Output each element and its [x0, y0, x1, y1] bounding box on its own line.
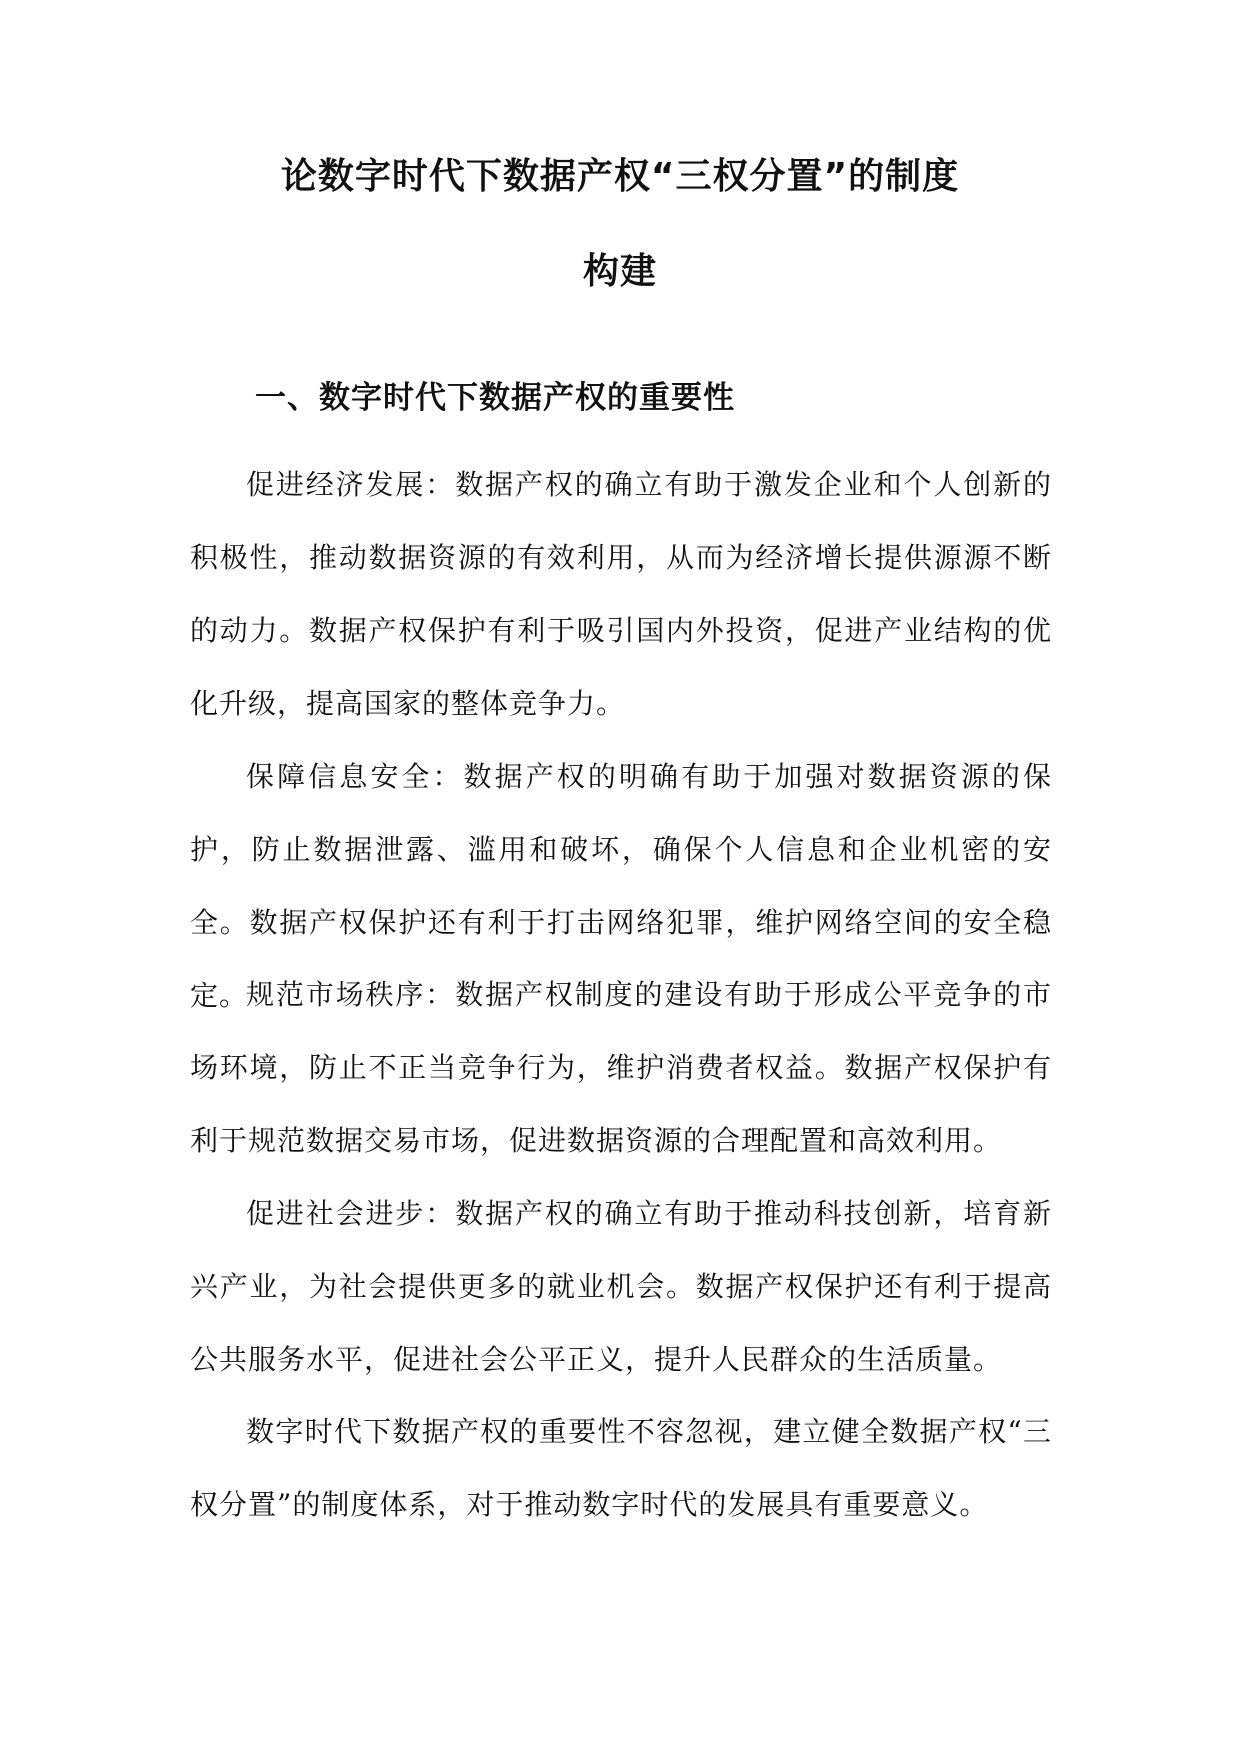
paragraph-information-security: 保障信息安全：数据产权的明确有助于加强对数据资源的保护，防止数据泄露、滥用和破坏，确保个人信息和企业机密的安全。数据产权保护还有利于打击网络犯罪，维护网络空间的安全稳定。 [190, 760, 1052, 1012]
section-heading: 一、数字时代下数据产权的重要性 [255, 380, 735, 416]
document-title-line-2: 构建 [582, 251, 657, 292]
paragraph-economic-development: 促进经济发展：数据产权的确立有助于激发企业和个人创新的积极性，推动数据资源的有效利用，从而为经济增长提供源源不断的动力。数据产权保护有利于吸引国内外投资，促进产业结构的优化升级，提高国家的整体竞争力。 [190, 468, 1052, 720]
document-title-line-1: 论数字时代下数据产权“三权分置”的制度 [280, 156, 960, 197]
paragraph-social-progress: 促进社会进步：数据产权的确立有助于推动科技创新，培育新兴产业，为社会提供更多的就业机会。数据产权保护还有利于提高公共服务水平，促进社会公平正义，提升人民群众的生活质量。 [190, 1197, 1052, 1376]
paragraph-market-order: 规范市场秩序：数据产权制度的建设有助于形成公平竞争的市场环境，防止不正当竞争行为，维护消费者权益。数据产权保护有利于规范数据交易市场，促进数据资源的合理配置和高效利用。 [190, 978, 1052, 1157]
paragraph-conclusion: 数字时代下数据产权的重要性不容忽视，建立健全数据产权“三权分置”的制度体系，对于推动数字时代的发展具有重要意义。 [190, 1415, 1052, 1521]
